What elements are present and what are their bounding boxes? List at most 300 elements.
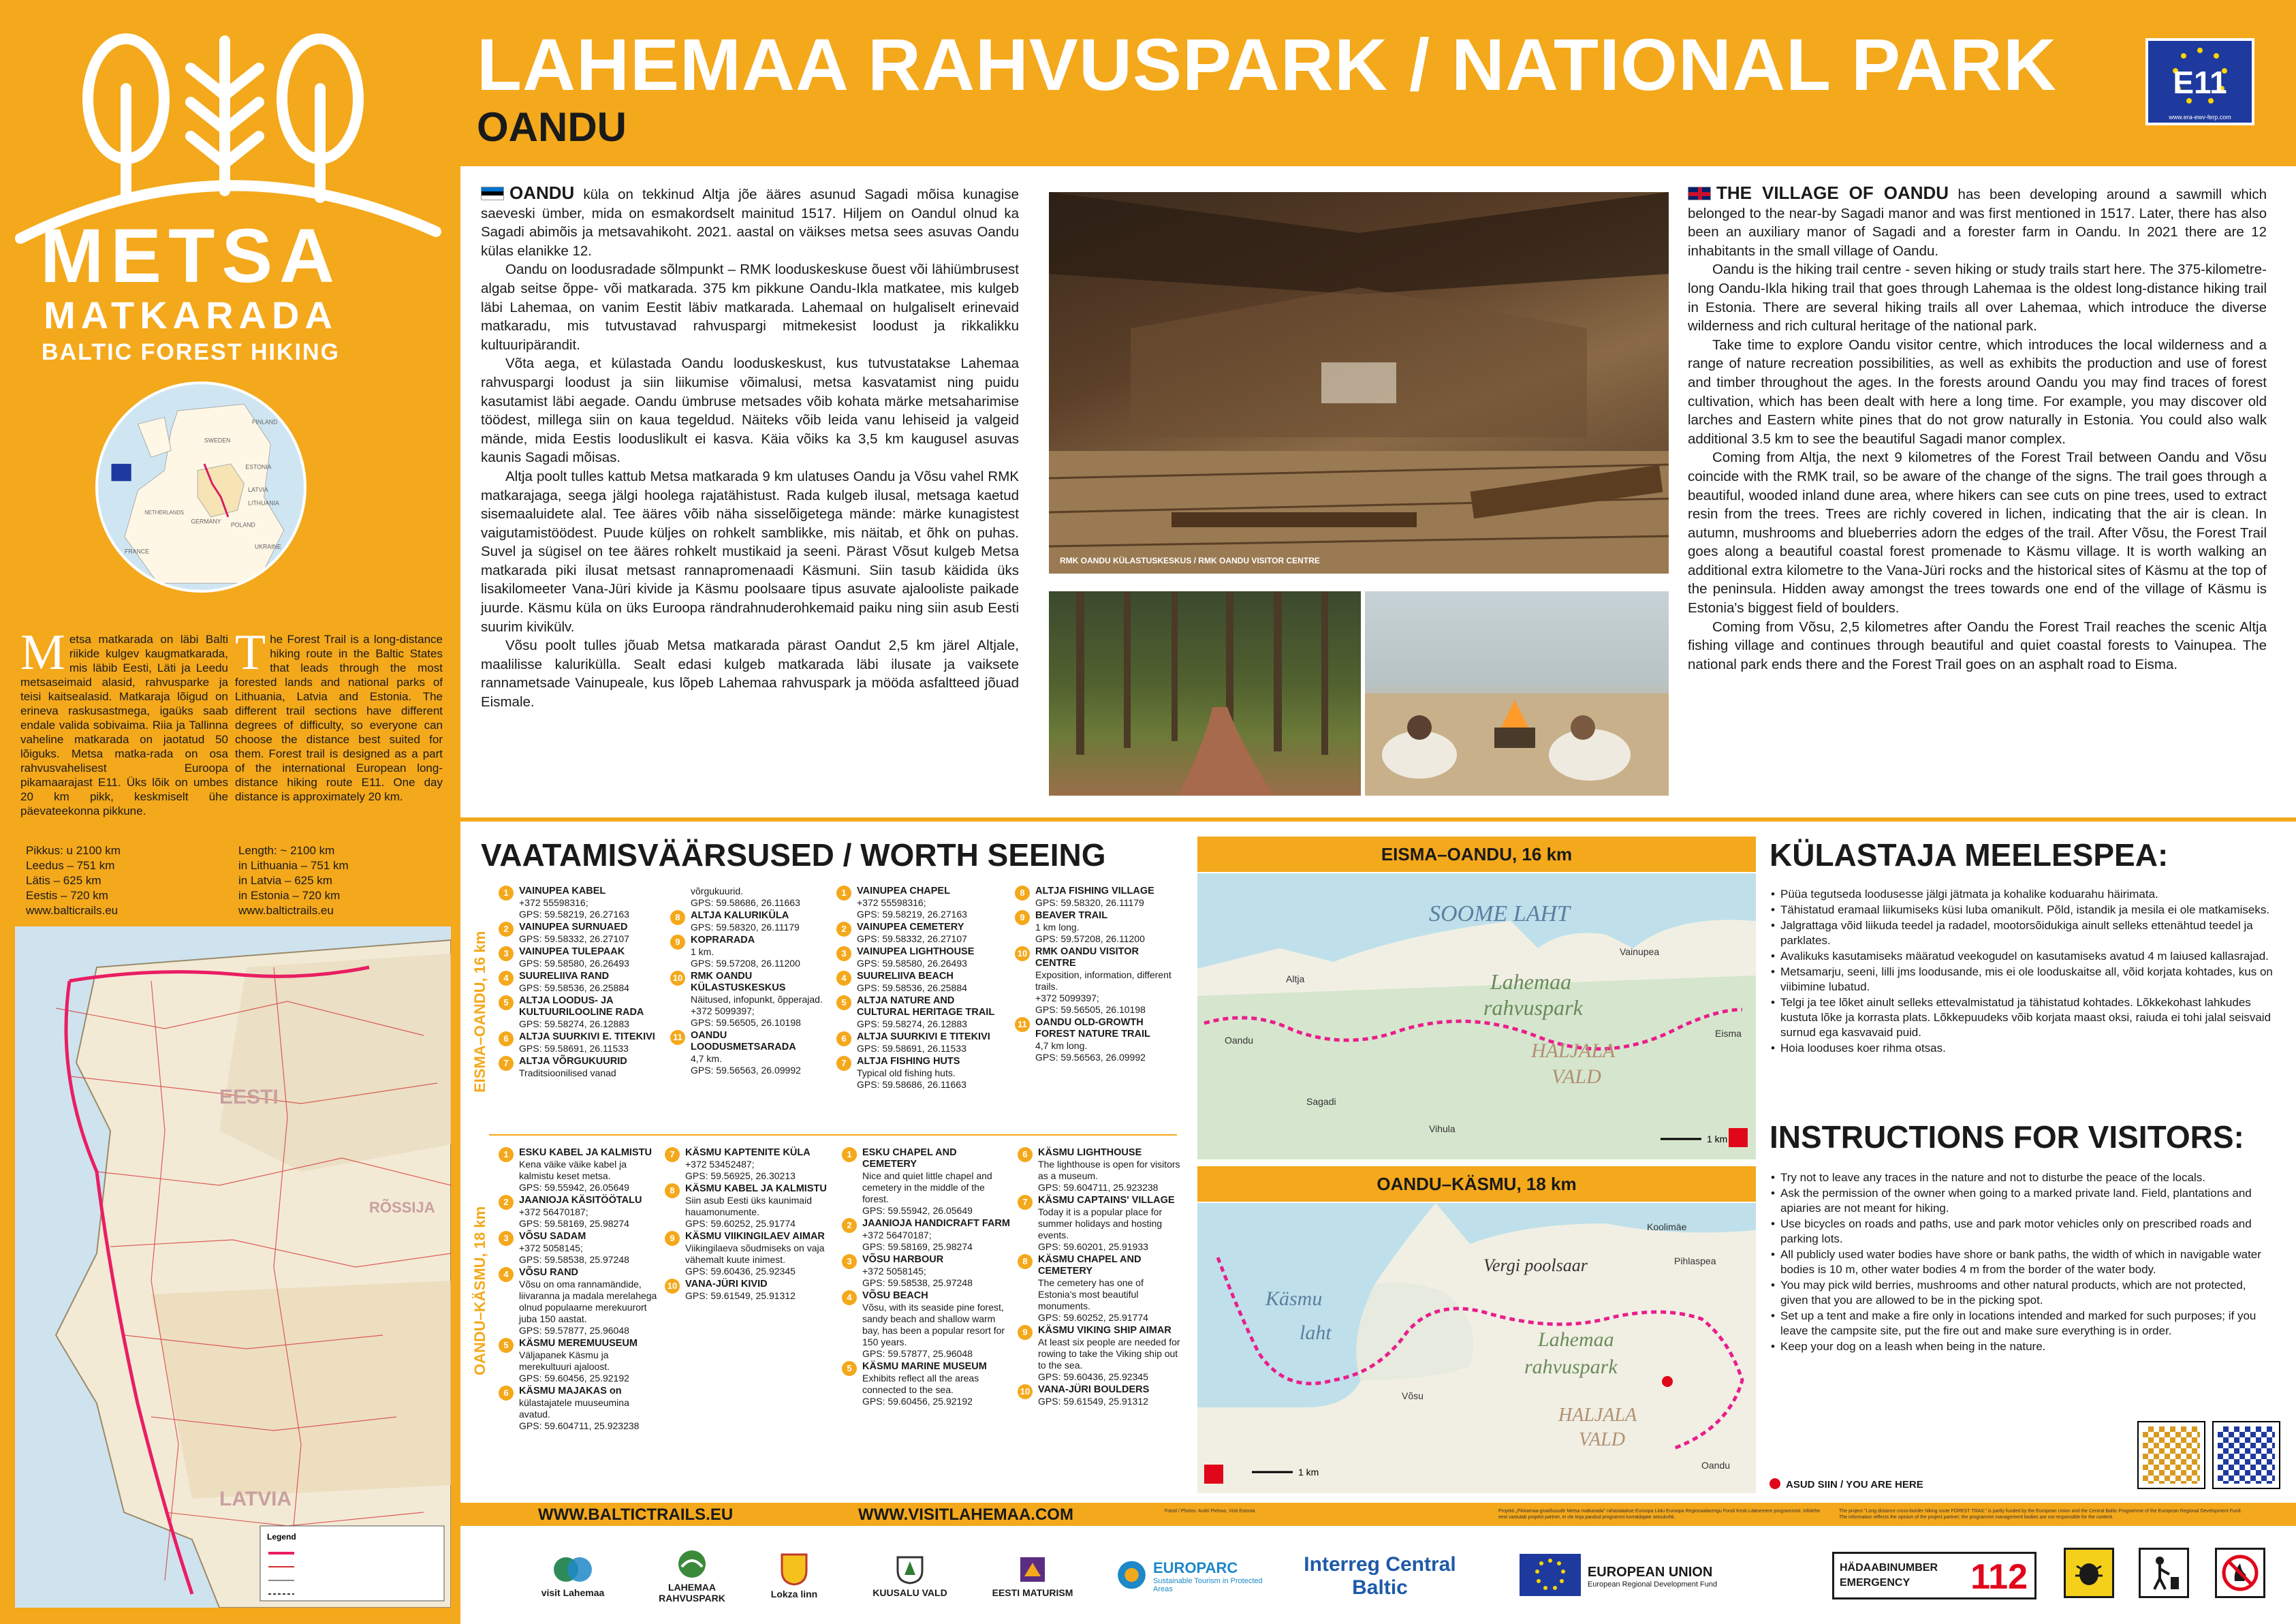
page-title: LAHEMAA RAHVUSPARK / NATIONAL PARK	[477, 23, 2057, 106]
poi-number-badge: 4	[842, 1290, 857, 1305]
poi-detail: 4,7 km long.	[1035, 1040, 1088, 1051]
logo-label: EESTI MATURISM	[992, 1587, 1073, 1598]
poi-detail: GPS: 59.58536, 26.25884	[857, 982, 967, 993]
poi-detail: Võsu, with its seaside pine forest, sandy beach and shallow warm bay, has been a popular resort for 150 years.	[862, 1302, 1005, 1347]
instructions-et-list	[1771, 887, 2275, 1057]
worth-seeing-item	[499, 971, 662, 994]
intro-en-paragraph: Oandu is the hiking trail centre - seven hiking or study trails start here. The 375-kilometre-long Oandu-Ikla hiking trail that goes through Lahemaa is the oldest long-distance hiking trail in Estonia. There are several hiking trails all over Lahemaa, which introduce the diverse wilderness and rich cultural heritage of the national park.	[1688, 262, 2267, 334]
route-2-title: OANDU–KÄSMU, 18 km	[1197, 1166, 1756, 1202]
project-note-en: The project "Long distance cross-border hiking route FOREST TRAIL" is partly funded by the European Union and the Central Baltic Programme of the European Regional Development Fund. The information reflects the opinion of the project partner; the programme management bodies are not responsible for the content.	[1839, 1509, 2242, 1520]
tick-warning-icon	[2064, 1548, 2114, 1598]
eesti-maaturism-icon	[1018, 1555, 1048, 1584]
poi-title: VÕSU RAND	[519, 1267, 579, 1278]
poi-title: KÄSMU MEREMUUSEUM	[519, 1338, 638, 1349]
forest-illustration	[1049, 591, 1361, 796]
poi-detail: GPS: 59.58536, 26.25884	[519, 982, 629, 993]
emergency-label-et: HÄDAABINUMBER	[1840, 1562, 1938, 1574]
logo-sublabel: Sustainable Tourism in Protected Areas	[1153, 1577, 1263, 1593]
e11-url: www.era-ewv-ferp.com	[2169, 114, 2231, 121]
baltic-map-icon	[15, 926, 451, 1608]
poi-detail: GPS: 59.58332, 26.27107	[857, 933, 967, 944]
poi-title: KOPRARADA	[691, 935, 755, 946]
map-scale: 1 km	[1298, 1467, 1319, 1478]
poi-title: VAINUPEA LIGHTHOUSE	[857, 946, 975, 957]
worth-seeing-item	[670, 971, 827, 1029]
poi-title: ALTJA SUURKIVI E. TITEKIVI	[519, 1031, 655, 1042]
sidebar	[0, 0, 460, 1624]
worth-seeing-item	[499, 922, 662, 945]
footer-link-visitlahemaa[interactable]: WWW.VISITLAHEMAA.COM	[858, 1505, 1073, 1524]
worth-seeing-item	[499, 995, 662, 1030]
poi-detail: The cemetery has one of Estonia's most beautiful monuments.	[1038, 1277, 1144, 1311]
svg-text:FINLAND: FINLAND	[252, 418, 278, 426]
map-scale: 1 km	[1707, 1134, 1728, 1144]
worth-seeing-item	[842, 1218, 1012, 1253]
poi-number-badge: 10	[1015, 946, 1030, 961]
intro-en-paragraph: Coming from Võsu, 2,5 kilometres after Oandu the Forest Trail reaches the scenic Altja fishing village and continues through beautiful and quiet coastal forests to Vainupea. The national park ends there and the Forest Trail goes on an asphalt road to Eisma.	[1688, 619, 2267, 672]
poi-title: ALTJA FISHING HUTS	[857, 1056, 960, 1067]
poi-number-badge: 7	[836, 1056, 851, 1071]
forest-path-photo	[1049, 591, 1361, 796]
qr-code-icon[interactable]	[2139, 1422, 2204, 1488]
worth-seeing-title: VAATAMISVÄÄRSUSED / WORTH SEEING	[481, 837, 1106, 873]
poi-title: JAANIOJA KÄSITÖÖTALU	[519, 1195, 642, 1206]
poi-number-badge: 2	[499, 922, 514, 937]
logo-label: Lokza linn	[770, 1589, 818, 1599]
worth-seeing-item	[842, 1147, 1012, 1217]
poi-number-badge: 8	[1018, 1254, 1033, 1269]
poi-detail: Exposition, information, different trails.	[1035, 969, 1171, 992]
poi-number-badge: 6	[499, 1386, 514, 1401]
qr-code-icon[interactable]	[2214, 1422, 2279, 1488]
worth-seeing-item	[670, 1030, 827, 1076]
instructions-en-list	[1771, 1170, 2275, 1355]
list-item: • All publicly used water bodies have shore or bank paths, the width of which in navigable water bodies is 10 m, other water bodies 4 m from the border of the water body.	[1771, 1247, 2275, 1277]
list-item: • Metsamarju, seeni, lilli jms loodusande, mis ei ole looduskaitse all, võid korjata kohtades, kus on viibimine lubatud.	[1771, 965, 2275, 995]
emergency-label	[1840, 1561, 1938, 1591]
no-fire-icon	[2215, 1548, 2265, 1598]
worth-seeing-item	[836, 971, 1007, 994]
map-label: VALD	[1552, 1065, 1601, 1088]
poi-title: OANDU OLD-GROWTH FOREST NATURE TRAIL	[1035, 1017, 1150, 1040]
poi-title: KÄSMU VIIKINGILAEV AIMAR	[685, 1231, 825, 1242]
worth-seeing-item	[836, 886, 1007, 920]
stat-line: in Lithuania – 751 km	[238, 859, 349, 872]
worth-seeing-item	[1015, 886, 1178, 909]
worth-seeing-item	[836, 1031, 1007, 1055]
stat-line: Pikkus: u 2100 km	[26, 844, 121, 857]
poi-number-badge: 10	[670, 971, 685, 986]
svg-text:ESTONIA: ESTONIA	[245, 463, 272, 471]
poi-title: VANA-JÜRI BOULDERS	[1038, 1384, 1150, 1395]
europe-locator-map	[95, 381, 306, 593]
poi-title: KÄSMU MAJAKAS on	[519, 1386, 622, 1396]
worth-seeing-item	[499, 1056, 662, 1079]
worth-seeing-item	[1015, 910, 1178, 945]
map-label: HALJALA	[1531, 1040, 1616, 1062]
poi-number-badge: 1	[499, 886, 514, 901]
worth-seeing-item	[499, 1267, 662, 1337]
poi-number-badge: 3	[499, 946, 514, 961]
list-item: • Ask the permission of the owner when going to a marked private land. Field, plantations and apiaries are not meant for hiking.	[1771, 1186, 2275, 1216]
map-label: Vainupea	[1620, 946, 1660, 957]
sidebar-intro-en	[235, 625, 443, 804]
worth-seeing-item	[665, 1231, 828, 1277]
poi-detail: GPS: 59.57208, 26.11200	[691, 958, 800, 969]
stats-en	[238, 843, 446, 918]
photo-credit: Fotod / Photos: Andri Pielsoo, Visit Estonia	[1165, 1509, 1255, 1514]
poi-number-badge: 9	[665, 1231, 680, 1246]
poi-title: VÕSU SADAM	[519, 1231, 586, 1242]
poi-detail: 4,7 km.	[691, 1053, 722, 1064]
worth-seeing-item	[499, 1031, 662, 1055]
poi-number-badge: 5	[842, 1361, 857, 1376]
worth-seeing-item	[842, 1290, 1012, 1360]
poi-detail: GPS: 59.57877, 25.96048	[862, 1348, 973, 1359]
poi-title: VANA-JÜRI KIVID	[685, 1279, 768, 1290]
stats-et	[26, 843, 234, 918]
ws-side-label: EISMA–OANDU, 16 km	[471, 931, 488, 1093]
poi-title: SUURELIIVA BEACH	[857, 971, 954, 982]
e11-badge	[2145, 38, 2254, 125]
poi-title: KÄSMU LIGHTHOUSE	[1038, 1147, 1142, 1158]
poi-detail: Today it is a popular place for summer holidays and hosting events.	[1038, 1206, 1163, 1240]
poi-detail: GPS: 59.58320, 26.11179	[691, 922, 800, 933]
poi-detail: Siin asub Eesti üks kaunimaid hauamonumente.	[685, 1195, 812, 1217]
eu-flag-icon	[1520, 1554, 1581, 1596]
poi-title: KÄSMU KABEL JA KALMISTU	[685, 1183, 827, 1194]
intro-en-text: has been developing around a sawmill which belonged to the near-by Sagadi manor and was first mentioned in 1517. Later, there has also been an auxiliary manor of Sagadi and a forester farm in Oandu. In 2021 there are 12 inhabitants in the small village of Oandu.	[1688, 187, 2267, 259]
intro-et-paragraph: Altja poolt tulles kattub Metsa matkarada 9 km ulatuses Oandu ja Võsu vahel RMK matkarajaga, seega jälgi hoolega rajatähistust. Rada kulgeb ilusal, metsaga kaetud sisemaaluidete alal. Tee ääres võib näha sisselõigetega mände: märke kunagistest vaigutamistöödest. Puude küljes on rohkelt samblikke, mis näitab, et õhk on puhas. Suvel ja sügisel on tee ääres rohkelt mustikaid ja seeni. Pärast Võsut kulgeb Metsa matkarada piki ilusat metsast rannapromenaadi Käsmuni. Siin tasub käidida üks lisakilomeeter Vana-Jüri kivide ja Käsmu poolsaare tipus asuvate ajalooliste paikade juurde. Käsmu küla on üks Euroopa rändrahnuderohkemaid paiku ning siin asub Eesti suurim kivikülv.	[481, 468, 1019, 635]
list-item: • Püüa tegutseda loodusesse jälgi jätmata ja kohalike koduarahu häirimata.	[1771, 887, 2275, 902]
map-label: rahvuspark	[1483, 995, 1583, 1020]
sidebar-intro-en-text: he Forest Trail is a long-distance hiking route in the Baltic States that leads through the most forested lands and national parks of Lithuania, Latvia and Estonia. The different trail sections have different degrees of difficulty, so everyone can choose the distance best suited for them. Forest trail is designed as a part of the international European long-distance hiking route E11. One day distance is approximately 20 km.	[235, 633, 443, 803]
logo-sublabel: European Regional Development Fund	[1587, 1580, 1718, 1589]
poi-title: RMK OANDU KÜLASTUSKESKUS	[691, 971, 786, 993]
map-label: HALJALA	[1558, 1405, 1637, 1426]
svg-text:LATVIA: LATVIA	[248, 486, 268, 493]
poi-detail: GPS: 59.60436, 25.92345	[685, 1266, 796, 1277]
logo-loksa	[760, 1544, 828, 1609]
map-label: Altja	[1286, 973, 1305, 984]
poi-detail: GPS: 59.58580, 26.26493	[857, 958, 967, 969]
logo-kuusalu	[842, 1544, 978, 1609]
poi-detail: GPS: 59.58274, 26.12883	[519, 1018, 629, 1029]
poi-detail: GPS: 59.56563, 26.09992	[691, 1065, 801, 1076]
list-item: • Tähistatud eramaal liikumiseks küsi luba omanikult. Põld, istandik ja mesila ei ole matkamiseks.	[1771, 903, 2275, 918]
logo-label: visit Lahemaa	[541, 1587, 605, 1598]
poi-number-badge: 2	[499, 1195, 514, 1210]
poi-detail: GPS: 59.58691, 26.11533	[857, 1043, 966, 1054]
map-label: rahvuspark	[1524, 1356, 1618, 1378]
poi-detail: Võsu on oma rannamändide, liivaranna ja madala merelahega olnud populaarne merekuurort juba 150 aastat.	[519, 1279, 657, 1324]
poi-detail: Viikingilaeva sõudmiseks on vaja vähemalt kuute inimest.	[685, 1243, 825, 1265]
route-1-map[interactable]	[1197, 873, 1756, 1159]
svg-text:FRANCE: FRANCE	[124, 548, 149, 555]
svg-text:LITHUANIA: LITHUANIA	[248, 499, 279, 507]
map-label: Lahemaa	[1538, 1328, 1614, 1351]
poi-number-badge: 1	[836, 886, 851, 901]
worth-seeing-item	[842, 1361, 1012, 1407]
stat-link[interactable]: www.balticrails.eu	[26, 904, 119, 917]
beach-fire-photo	[1365, 591, 1669, 796]
poi-title: ALTJA LOODUS- JA KULTUURILOOLINE RADA	[519, 995, 644, 1018]
svg-text:POLAND: POLAND	[230, 521, 255, 529]
route-2-map[interactable]	[1197, 1203, 1756, 1493]
poi-number-badge: 2	[842, 1218, 857, 1233]
logo-european-union	[1509, 1544, 1727, 1609]
intro-et-paragraph: Oandu on loodusradade sõlmpunkt – RMK looduskeskuse õuest või lähiümbrusest algab seitse õppe- või matkarada. 375 km pikkune Oandu-Ikla matkatee, mis kulgeb läbi Lahemaa, on vanim Eestit läbiv matkarada. Lahemaal on hulgaliselt erinevaid matkaradu, mis tutvustavad rahvuspargi mitmekesist loodust ja rikkalikku kultuuripärandit.	[481, 262, 1019, 353]
poi-title: OANDU LOODUSMETSARADA	[691, 1030, 796, 1052]
list-item: • Hoia looduses koer rihma otsas.	[1771, 1041, 2275, 1056]
poi-number-badge: 9	[1018, 1325, 1033, 1340]
poi-detail: Näitused, infopunkt, õpperajad. +372 5099397;	[691, 994, 823, 1016]
instructions-en-title: INSTRUCTIONS FOR VISITORS:	[1770, 1119, 2244, 1155]
poi-number-badge: 3	[842, 1254, 857, 1269]
list-item: • Set up a tent and make a fire only in locations intended and marked for such purposes; if you leave the campsite site, put the fire out and make sure everything is in order.	[1771, 1309, 2275, 1339]
stat-line: in Estonia – 720 km	[238, 889, 341, 902]
poi-number-badge: 4	[499, 971, 514, 986]
list-item: • Avalikuks kasutamiseks määratud veekogudel on kasutamiseks avatud 4 m laiused kallasrajad.	[1771, 949, 2275, 964]
map-label: Pihlaspea	[1674, 1255, 1716, 1266]
you-are-here-legend	[1770, 1478, 1923, 1490]
poi-title: ALTJA FISHING VILLAGE	[1035, 886, 1154, 896]
worth-seeing-item	[499, 1338, 662, 1384]
poi-detail: GPS: 59.61549, 25.91312	[1038, 1396, 1148, 1407]
intro-et-paragraph: Võsu poolt tulles jõuab Metsa matkarada pärast Oandut 2,5 km järel Altjale, maalilisse kalurikülla. Sealt edasi kulgeb matkarada läbi ilusate ja vaiksete rannametsade Vainupeale, kus lõpeb Lahemaa rahvuspark ja mööda asfaltteed jõuad Eismale.	[481, 638, 1019, 710]
poi-detail: GPS: 59.57208, 26.11200	[1035, 933, 1145, 944]
kuusalu-coat-of-arms-icon	[895, 1555, 925, 1584]
poi-detail: GPS: 59.60456, 25.92192	[519, 1373, 629, 1384]
poi-title: RMK OANDU VISITOR CENTRE	[1035, 946, 1139, 969]
poi-title: ALTJA KALURIKÜLA	[691, 910, 789, 921]
poi-detail: GPS: 59.55942, 26.05649	[519, 1182, 629, 1193]
loksa-coat-of-arms-icon	[781, 1553, 808, 1586]
worth-seeing-item	[836, 995, 1007, 1030]
intro-en-paragraph: Take time to explore Oandu visitor centre, which introduces the local wilderness and a range of nature recreation possibilities, as well as exhibits the production and use of forest and timber throughout the ages. In the forests around Oandu you may find traces of forest cultivation, which has been dealt with here a long time. For example, you may discover old larches and Eastern white pines that do not grow naturally in Estonia. You could also walk additional 3.5 km to see the beautiful Sagadi manor complex.	[1688, 337, 2267, 447]
person-littering-icon	[2145, 1554, 2183, 1592]
project-note-et: Projekti „Pikkamaa-gisatõusude Metsa matkarada" rahastatakse Euroopa Liidu Euroopa Regionaalarengu Fondi Kesk-Läänemere programmist. Infolehe eest vastutab projekti partner, ei ole kirja pandud programmi korraldajate seisukohti.	[1498, 1509, 1821, 1520]
poi-number-badge: 2	[836, 922, 851, 937]
poi-detail: +372 5058145;	[519, 1243, 583, 1253]
poi-number-badge: 4	[499, 1267, 514, 1282]
poi-detail: 1 km.	[691, 946, 714, 957]
list-item: • You may pick wild berries, mushrooms and other natural products, which are not protected, given that you are allowed to be in the picking spot.	[1771, 1278, 2275, 1308]
estonian-flag-icon	[481, 187, 504, 200]
poi-detail: +372 5099397;	[1035, 993, 1099, 1003]
worth-seeing-item	[499, 946, 662, 969]
poi-detail: Väljapanek Käsmu ja merekultuuri ajaloost.	[519, 1349, 610, 1372]
worth-seeing-item	[1018, 1254, 1181, 1324]
worth-seeing-item	[1015, 946, 1178, 1016]
map-label: Võsu	[1402, 1390, 1424, 1401]
beach-illustration	[1365, 591, 1669, 796]
intro-en-lead: THE VILLAGE OF OANDU	[1716, 183, 1949, 203]
poi-number-badge: 6	[499, 1031, 514, 1046]
poi-detail: GPS: 59.56563, 26.09992	[1035, 1052, 1146, 1063]
poi-title: ALTJA VÕRGUKUURID	[519, 1056, 627, 1067]
poi-detail: GPS: 59.58169, 25.98274	[862, 1241, 973, 1252]
legend-title: Legend	[267, 1532, 296, 1542]
poi-title: JAANIOJA HANDICRAFT FARM	[862, 1218, 1010, 1229]
poi-detail: Typical old fishing huts.	[857, 1067, 956, 1078]
logo-label: EUROPARC	[1153, 1559, 1238, 1576]
map-label: VALD	[1579, 1429, 1625, 1450]
ws-column	[1018, 1147, 1181, 1409]
poi-detail: GPS: 59.57877, 25.96048	[519, 1325, 629, 1336]
poi-detail: GPS: 59.60456, 25.92192	[862, 1396, 973, 1407]
poi-number-badge: 3	[836, 946, 851, 961]
poi-detail: GPS: 59.60201, 25.91933	[1038, 1241, 1148, 1252]
poi-title: KÄSMU CAPTAINS' VILLAGE	[1038, 1195, 1175, 1206]
poi-number-badge: 4	[836, 971, 851, 986]
poi-detail: +372 53452487;	[685, 1159, 755, 1170]
footer-link-baltictrails[interactable]: WWW.BALTICTRAILS.EU	[538, 1505, 734, 1524]
poi-detail: GPS: 59.58320, 26.11179	[1035, 897, 1144, 908]
intro-et-paragraph: Võta aega, et külastada Oandu looduskeskust, kus tutvustatakse Lahemaa rahvuspargi loodust ja siin liikumise võimalusi, metsa kasvatamist ning puidu kasutamist läbi aegade. Oandu ümbruse metsades võib kohata märke metsaharimise töödest, millega siin on kaua tegeldud. Näiteks võib leida vanu lehiseid ja valgeid mände, mida Eestis looduslikult ei kasva. Käia võiks ka 3,5 km kaugusel asuvas kaunis Sagadi mõisas.	[481, 356, 1019, 466]
stat-link[interactable]: www.baltictrails.eu	[238, 904, 334, 917]
worth-seeing-item	[670, 886, 827, 909]
poi-title: BEAVER TRAIL	[1035, 910, 1108, 921]
poi-detail: At least six people are needed for rowing to take the Viking ship out to the sea.	[1038, 1337, 1180, 1371]
stat-line: Lätis – 625 km	[26, 874, 101, 887]
ws-column	[842, 1147, 1012, 1409]
logo-interreg	[1291, 1544, 1468, 1609]
sidebar-intro-et	[20, 625, 228, 818]
poi-detail: Exhibits reflect all the areas connected to the sea.	[862, 1373, 979, 1395]
poi-detail: GPS: 59.61549, 25.91312	[685, 1290, 796, 1301]
poi-detail: +372 55598316;	[857, 897, 926, 908]
poi-detail: Nice and quiet little chapel and cemetery in the middle of the forest.	[862, 1170, 992, 1204]
you-are-here-dot-icon	[1770, 1478, 1780, 1489]
brand-block	[0, 213, 381, 368]
logo-label: EUROPEAN UNION	[1587, 1564, 1713, 1580]
poi-detail: Traditsioonilised vanad	[519, 1067, 616, 1078]
svg-text:UKRAINE: UKRAINE	[254, 543, 281, 550]
poi-number-badge: 6	[1018, 1147, 1033, 1162]
poi-number-badge: 10	[665, 1279, 680, 1294]
tick-icon	[2070, 1554, 2108, 1592]
poi-detail: +372 55598316;	[519, 897, 588, 908]
list-item: • Try not to leave any traces in the nature and not to disturbe the peace of the locals.	[1771, 1170, 2275, 1185]
poi-number-badge: 11	[670, 1030, 685, 1045]
ws-column	[499, 886, 662, 1080]
poi-title: SUURELIIVA RAND	[519, 971, 610, 982]
baltic-route-map	[15, 926, 451, 1608]
poi-detail: GPS: 59.58538, 25.97248	[519, 1254, 629, 1265]
sidebar-intro-et-text: etsa matkarada on läbi Balti riikide kulgev kaugmatkarada, mis läbib Eesti, Läti ja Leedu metsaseimaid alasid, rahvusparke ja teisi kaitsealasid. Matkaraja lõigud on erineva raskusastmega, igaüks saab endale valida sobivaima. Riia ja Tallinna vaheline matkarada on jaotatud 50 lõiguks. Metsa matka-rada on osa rahvusvahelisest Euroopa pikamaarajast E11. Üks lõik on umbes 20 km pikk, keskmiselt ühe päevateekonna pikkune.	[20, 633, 228, 817]
emergency-box	[1832, 1552, 2036, 1599]
svg-text:SWEDEN: SWEDEN	[204, 437, 231, 444]
map-label: Sagadi	[1306, 1096, 1336, 1107]
poi-detail: GPS: 59.58219, 26.27163	[857, 909, 967, 920]
list-item: • Jalgrattaga võid liikuda teedel ja radadel, mootorsõidukiga ainult selleks ettenähtud teedel ja parklates.	[1771, 918, 2275, 948]
worth-seeing-item	[842, 1254, 1012, 1289]
worth-seeing-item	[836, 922, 1007, 945]
poi-detail: +372 56470187;	[862, 1230, 932, 1240]
poi-detail: GPS: 59.58219, 26.27163	[519, 909, 629, 920]
poi-title: VÕSU BEACH	[862, 1290, 928, 1301]
you-are-here-label: ASUD SIIN / YOU ARE HERE	[1786, 1479, 1923, 1490]
poi-detail: GPS: 59.58538, 25.97248	[862, 1277, 973, 1288]
ws-column	[1015, 886, 1178, 1065]
brand-line2: MATKARADA	[44, 294, 338, 337]
poi-number-badge: 8	[1015, 886, 1030, 901]
poi-detail: GPS: 59.604711, 25.923238	[519, 1420, 640, 1431]
visit-lahemaa-icon	[552, 1555, 593, 1584]
logo-label: Interreg Central Baltic	[1304, 1553, 1456, 1599]
emergency-number: 112	[1970, 1557, 2028, 1597]
worth-seeing-item	[836, 1056, 1007, 1091]
map-label: LATVIA	[219, 1488, 292, 1510]
poi-detail: GPS: 59.58691, 26.11533	[519, 1043, 629, 1054]
poi-detail: võrgukuurid.	[691, 886, 744, 896]
route-1-map-icon	[1197, 873, 1756, 1159]
intro-et-lead: OANDU	[509, 183, 575, 203]
poi-title: VAINUPEA CHAPEL	[857, 886, 950, 896]
list-item: • Keep your dog on a leash when being in the nature.	[1771, 1339, 2275, 1354]
map-label: laht	[1300, 1322, 1332, 1344]
ws-group-divider	[489, 1134, 1177, 1136]
worth-seeing-item	[499, 1195, 662, 1230]
logo-eesti-maaturism	[992, 1544, 1073, 1609]
svg-text:GERMANY: GERMANY	[191, 518, 221, 525]
worth-seeing-item	[665, 1183, 828, 1230]
poi-number-badge: 8	[670, 910, 685, 925]
poi-title: KÄSMU MARINE MUSEUM	[862, 1361, 987, 1372]
stat-line: Eestis – 720 km	[26, 889, 108, 902]
map-label: Oandu	[1701, 1460, 1731, 1471]
worth-seeing-item	[665, 1147, 828, 1182]
poi-number-badge: 5	[499, 1338, 514, 1353]
poi-number-badge: 3	[499, 1231, 514, 1246]
poi-detail: GPS: 59.56925, 26.30213	[685, 1170, 796, 1181]
worth-seeing-item	[665, 1279, 828, 1302]
poi-title: ALTJA NATURE AND CULTURAL HERITAGE TRAIL	[857, 995, 995, 1018]
route-1-title: EISMA–OANDU, 16 km	[1197, 837, 1756, 872]
logo-visit-lahemaa	[529, 1544, 617, 1609]
ws-column	[665, 1147, 828, 1303]
worth-seeing-item	[499, 1231, 662, 1266]
poi-number-badge: 5	[836, 995, 851, 1010]
poi-title: VÕSU HARBOUR	[862, 1254, 944, 1265]
stat-line: Leedus – 751 km	[26, 859, 115, 872]
poi-detail: GPS: 59.56505, 26.10198	[1035, 1004, 1146, 1015]
map-label: Eisma	[1715, 1028, 1742, 1039]
worth-seeing-item	[1018, 1195, 1181, 1253]
section-divider	[460, 817, 2296, 822]
drop-cap-en: T	[235, 625, 266, 681]
logo-label: LAHEMAA RAHVUSPARK	[659, 1582, 725, 1604]
poi-detail: GPS: 59.60436, 25.92345	[1038, 1371, 1148, 1382]
worth-seeing-item	[499, 886, 662, 920]
poi-detail: GPS: 59.58686, 26.11663	[691, 897, 800, 908]
metsa-trees-logo-icon	[14, 27, 443, 245]
poi-number-badge: 7	[665, 1147, 680, 1162]
poi-number-badge: 1	[499, 1147, 514, 1162]
list-item: • Use bicycles on roads and paths, use and park motor vehicles only on prescribed roads and parking lots.	[1771, 1217, 2275, 1247]
intro-en-paragraph: Coming from Altja, the next 9 kilometres of the Forest Trail between Oandu and Võsu coincide with the RMK trail, so be aware of the change of the signs. The trail goes through a beautiful, wooded inland dune area, where hikers can see cuts on pine trees, used to extract resin from the trees. Trees are richly covered in lichen, indicating that the air is clean. In autumn, mushrooms and blueberries adorn the edges of the trail. After Võsu, the Forest Trail goes along a beautiful coastal forest promenade to Käsmu village. It is worth walking an additional extra kilometre to the Vana-Jüri rocks and the historical sites of Käsmu at the top of the peninsula. Hidden away amongst the trees towards one end of the village of Käsmu is Estonia's biggest field of boulders.	[1688, 450, 2267, 616]
poi-number-badge: 1	[842, 1147, 857, 1162]
map-label: Oandu	[1225, 1035, 1254, 1046]
lahemaa-np-icon	[674, 1549, 710, 1579]
litter-bin-icon	[2139, 1548, 2189, 1598]
poi-title: KÄSMU CHAPEL AND CEMETERY	[1038, 1254, 1142, 1277]
poi-number-badge: 9	[1015, 910, 1030, 925]
poi-number-badge: 10	[1018, 1384, 1033, 1399]
logo-lahemaa-rahvuspark	[644, 1544, 740, 1609]
poi-title: VAINUPEA KABEL	[519, 886, 606, 896]
